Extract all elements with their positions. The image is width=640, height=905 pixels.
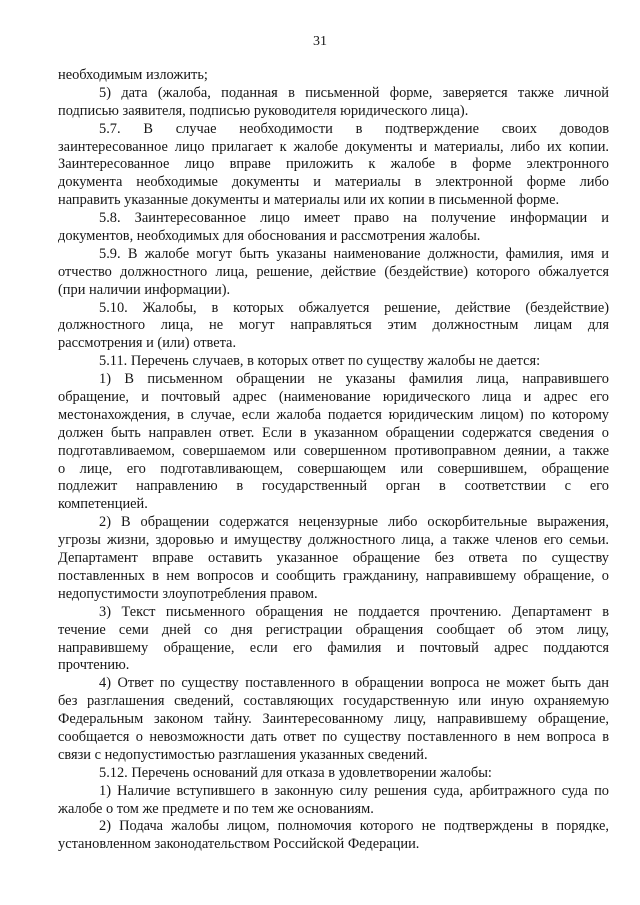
text-line: поставленных в нем вопросов и сообщить гражданину, направившему обращение, о — [58, 567, 609, 584]
text-line: документов, необходимых для обоснования и рассмотрения жалобы. — [58, 228, 481, 245]
text-line: 5.9. В жалобе могут быть указаны наименование должности, фамилия, имя и — [99, 245, 609, 262]
text-line: прочтению. — [58, 657, 130, 674]
text-line: 3) Текст письменного обращения не поддается прочтению. Департамент в — [99, 603, 609, 620]
text-line: подлежит направлению в государственный орган в соответствии с его — [58, 478, 609, 495]
text-line: должен быть направлен ответ. Если в указанном обращении содержатся сведения о — [58, 424, 609, 441]
text-line: без разглашения сведений, составляющих государственную или иную охраняемую — [58, 693, 609, 710]
text-line: заинтересованное лицо прилагает к жалобе документы и материалы, либо их копии. — [58, 138, 609, 155]
text-line: направившему обращение, если его фамилия и почтовый адрес поддаются — [58, 639, 609, 656]
text-line: 1) Наличие вступившего в законную силу решения суда, арбитражного суда по — [99, 782, 609, 799]
text-line: установленном законодательством Российской Федерации. — [58, 836, 420, 853]
text-line: отчество должностного лица, решение, действие (бездействие) которого обжалуется — [58, 263, 609, 280]
text-line: о лице, его подготавливающем, совершающем или совершившем, обращение — [58, 460, 609, 477]
text-line: компетенцией. — [58, 496, 148, 513]
text-line: 5) дата (жалоба, поданная в письменной форме, заверяется также личной — [99, 84, 609, 101]
text-line: 5.7. В случае необходимости в подтверждение своих доводов — [99, 120, 609, 137]
text-line: сообщается о невозможности дать ответ по существу поставленного в нем вопроса в — [58, 728, 609, 745]
text-line: 1) В письменном обращении не указаны фамилия лица, направившего — [99, 371, 609, 388]
text-line: 4) Ответ по существу поставленного в обращении вопроса не может быть дан — [99, 675, 609, 692]
text-line: подготавливаемом, совершаемом или совершенном противоправном деянии, а также — [58, 442, 609, 459]
text-line: документа необходимые документы и материалы в электронной форме либо — [58, 174, 609, 191]
text-line: обращение, и почтовый адрес (наименование юридического лица и адрес его — [58, 389, 609, 406]
text-line: Департамент вправе оставить указанное обращение без ответа по существу — [58, 550, 609, 567]
text-line: жалобе о том же предмете и по тем же основаниям. — [58, 800, 374, 817]
page-body-text — [58, 67, 609, 854]
text-line: недопустимости злоупотребления правом. — [58, 585, 318, 602]
text-line: Заинтересованное лицо вправе приложить к жалобе в форме электронного — [58, 156, 609, 173]
text-line: необходимым изложить; — [58, 67, 208, 83]
text-line: связи с недопустимостью разглашения указанных сведений. — [58, 746, 428, 763]
text-line: угрозы жизни, здоровью и имуществу должностного лица, а также членов его семьи. — [58, 532, 609, 549]
text-line: 5.8. Заинтересованное лицо имеет право на получение информации и — [99, 210, 609, 227]
text-line: 5.12. Перечень оснований для отказа в удовлетворении жалобы: — [99, 764, 492, 781]
text-line: течение семи дней со дня регистрации обращения сообщает об этом лицу, — [58, 621, 609, 638]
text-line: 2) В обращении содержатся нецензурные либо оскорбительные выражения, — [99, 514, 609, 531]
text-line: подписью заявителя, подписью руководителя юридического лица). — [58, 102, 469, 119]
text-line: Федеральным законом тайну. Заинтересованному лицу, направившему обращение, — [58, 711, 609, 728]
text-line: 2) Подача жалобы лицом, полномочия которого не подтверждены в порядке, — [99, 818, 609, 835]
text-line: должностного лица, не могут направляться этим должностным лицам для — [58, 317, 609, 334]
text-line: направить указанные документы и материалы или их копии в письменной форме. — [58, 192, 560, 209]
text-line: местонахождения, в случае, если жалоба подается юридическим лицом) по которому — [58, 406, 609, 423]
text-line: рассмотрения и (или) ответа. — [58, 335, 237, 352]
text-line: (при наличии информации). — [58, 281, 231, 298]
text-line: 5.10. Жалобы, в которых обжалуется решение, действие (бездействие) — [99, 299, 609, 316]
page-number: 31 — [313, 34, 327, 49]
text-line: 5.11. Перечень случаев, в которых ответ по существу жалобы не дается: — [99, 353, 541, 370]
